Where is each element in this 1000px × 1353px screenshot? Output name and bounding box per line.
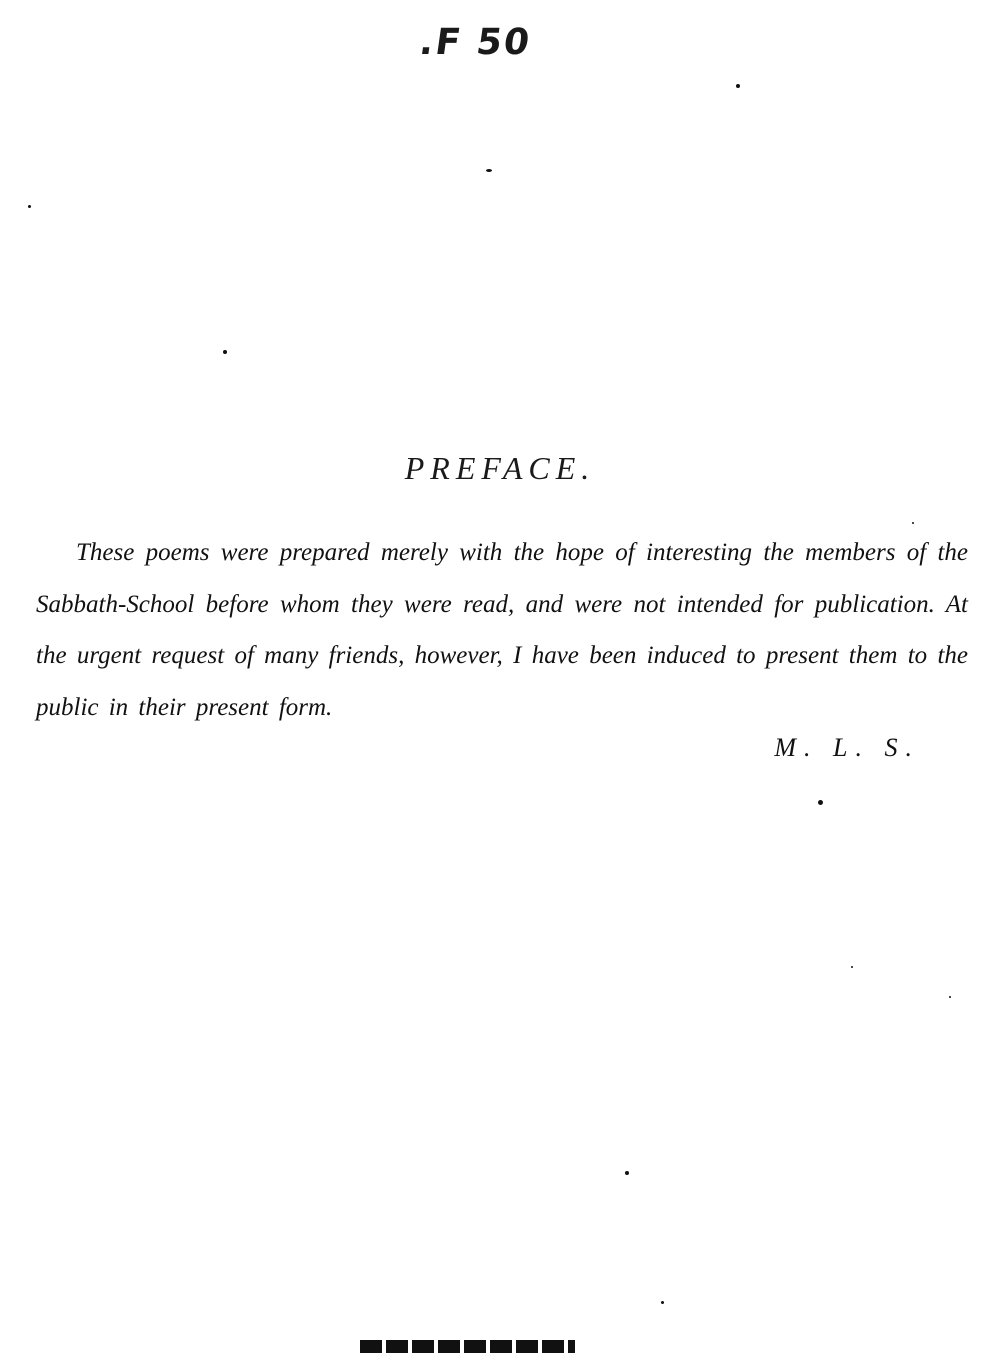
handwritten-page-mark: .F 50: [417, 22, 534, 63]
preface-body: These poems were prepared merely with the hope of interesting the members of the Sabbath-School before whom they were read, and were not intended for publication. At the urgent request of many friends, however, I have been induced to present them to the public in their present form.: [36, 539, 968, 721]
scan-speck: [736, 84, 740, 88]
scan-speck: [851, 966, 853, 968]
scan-speck: [223, 350, 227, 354]
preface-title: PREFACE.: [404, 450, 596, 486]
scan-speck: [486, 169, 492, 172]
cropped-stamp-mark: [360, 1340, 575, 1353]
scan-speck: [625, 1171, 629, 1175]
preface-signature: M. L. S.: [774, 733, 920, 762]
scan-speck: [28, 205, 31, 208]
scan-speck: [661, 1301, 664, 1304]
scan-speck: [912, 522, 914, 524]
scan-speck: [818, 800, 823, 805]
scan-speck: [949, 996, 951, 998]
